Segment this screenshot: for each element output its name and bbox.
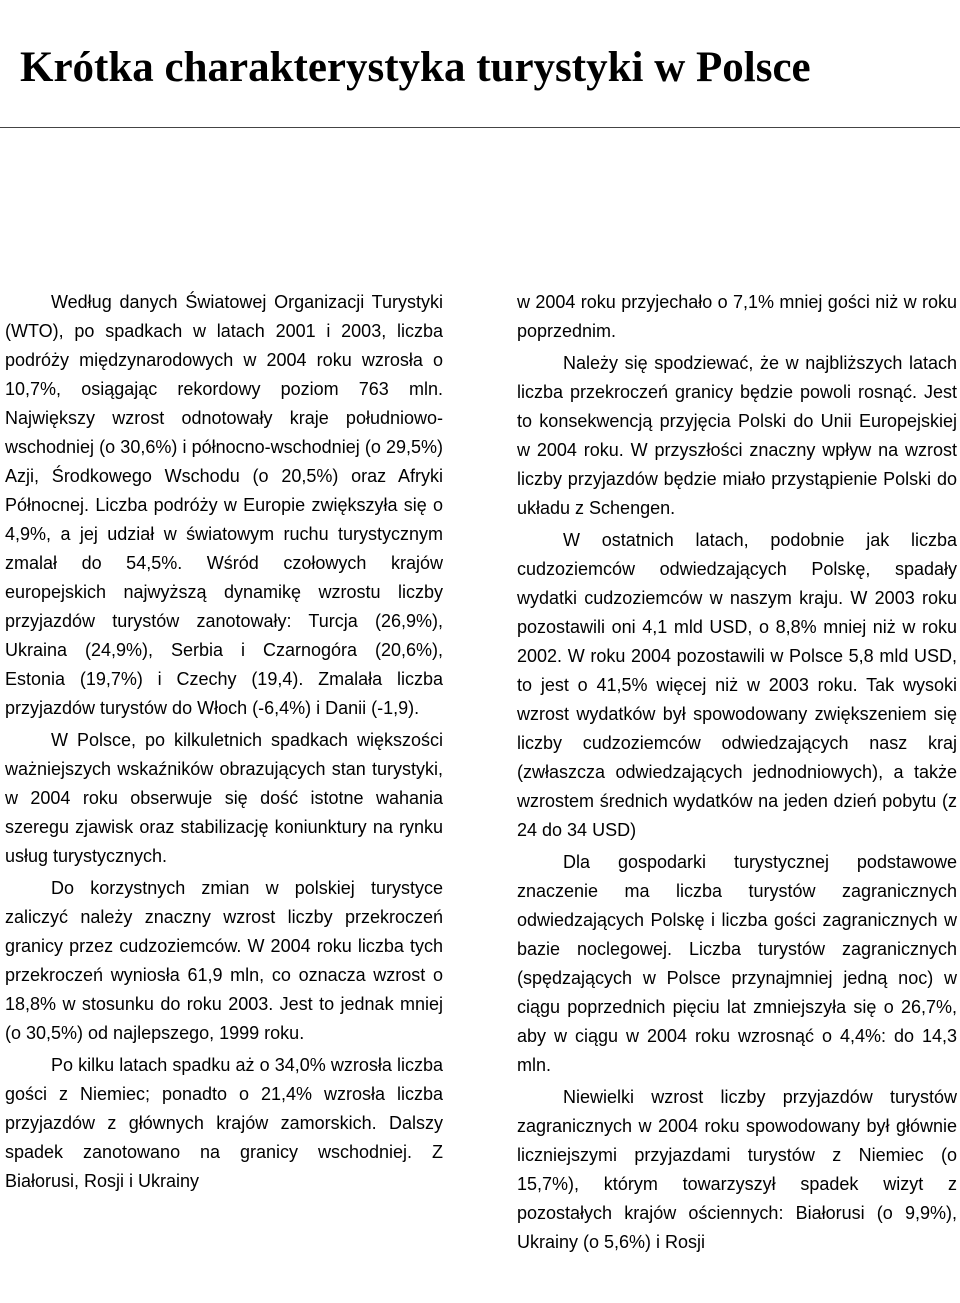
paragraph: Dla gospodarki turystycznej podstawowe znaczenie ma liczba turystów zagranicznych odwiedzających Polskę i liczba gości zagranicznych w bazie noclegowej. Liczba turystów zagranicznych (spędzających w Polsce przynajmniej jedną noc) w ciągu poprzednich pięciu lat zmniejszyła się o 26,7%, aby w ciągu w 2004 roku wzrosnąć o 4,4%: do 14,3 mln. xyxy=(517,852,957,1075)
paragraph: W Polsce, po kilkuletnich spadkach większości ważniejszych wskaźników obrazujących stan turystyki, w 2004 roku obserwuje się dość istotne wahania szeregu zjawisk oraz stabilizację koniunktury na rynku usług turystycznych. xyxy=(5,730,443,866)
paragraph-continued: w 2004 roku przyjechało o 7,1% mniej gości niż w roku poprzednim. xyxy=(517,292,957,341)
paragraph: Należy się spodziewać, że w najbliższych latach liczba przekroczeń granicy będzie powoli rosnąć. Jest to konsekwencją przyjęcia Polski do Unii Europejskiej w 2004 roku. W przyszłości znaczny wpływ na wzrost liczby przyjazdów będzie miało przystąpienie Polski do układu z Schengen. xyxy=(517,353,957,518)
paragraph: Do korzystnych zmian w polskiej turystyce zaliczyć należy znaczny wzrost liczby przekroczeń granicy przez cudzoziemców. W 2004 roku liczba tych przekroczeń wyniosła 61,9 mln, co oznacza wzrost o 18,8% w stosunku do roku 2003. Jest to jednak mniej (o 30,5%) od najlepszego, 1999 roku. xyxy=(5,878,443,1043)
page-title: Krótka charakterystyka turystyki w Polsce xyxy=(20,44,811,91)
paragraph: Niewielki wzrost liczby przyjazdów turystów zagranicznych w 2004 roku spowodowany był głównie liczniejszymi przyjazdami turystów z Niemiec (o 15,7%), którym towarzyszył spadek wizyt z pozostałych krajów ościennych: Białorusi (o 9,9%), Ukrainy (o 5,6%) i Rosji xyxy=(517,1087,957,1252)
paragraph: Po kilku latach spadku aż o 34,0% wzrosła liczba gości z Niemiec; ponadto o 21,4% wzrosła liczba przyjazdów z głównych krajów zamorskich. Dalszy spadek zanotowano na granicy wschodniej. Z Białorusi, Rosji i Ukrainy xyxy=(5,1055,443,1191)
paragraph: W ostatnich latach, podobnie jak liczba cudzoziemców odwiedzających Polskę, spadały wydatki cudzoziemców w naszym kraju. W 2003 roku pozostawili oni 4,1 mld USD, o 8,8% mniej niż w roku 2002. W roku 2004 pozostawili w Polsce 5,8 mld USD, to jest o 41,5% więcej niż w 2003 roku. Tak wysoki wzrost wydatków był spowodowany zwiększeniem się liczby cudzoziemców odwiedzających nasz kraj (zwłaszcza odwiedzających jednodniowych), a także wzrostem średnich wydatków na jeden dzień pobytu (z 24 do 34 USD) xyxy=(517,530,957,840)
left-column xyxy=(5,288,443,1196)
right-column xyxy=(517,288,957,1257)
paragraph: Według danych Światowej Organizacji Turystyki (WTO), po spadkach w latach 2001 i 2003, liczba podróży międzynarodowych w 2004 roku wzrosła o 10,7%, osiągając rekordowy poziom 763 mln. Największy wzrost odnotowały kraje południowo-wschodniej (o 30,6%) i północno-wschodniej (o 29,5%) Azji, Środkowego Wschodu (o 20,5%) oraz Afryki Północnej. Liczba podróży w Europie zwiększyła się o 4,9%, a jej udział w światowym ruchu turystycznym zmalał do 54,5%. Wśród czołowych krajów europejskich najwyższą dynamikę wzrostu liczby przyjazdów turystów zanotowały: Turcja (26,9%), Ukraina (24,9%), Serbia i Czarnogóra (20,6%), Estonia (19,7%) i Czechy (19,4). Zmalała liczba przyjazdów turystów do Włoch (-6,4%) i Danii (-1,9). xyxy=(5,292,443,718)
title-divider xyxy=(0,127,960,128)
